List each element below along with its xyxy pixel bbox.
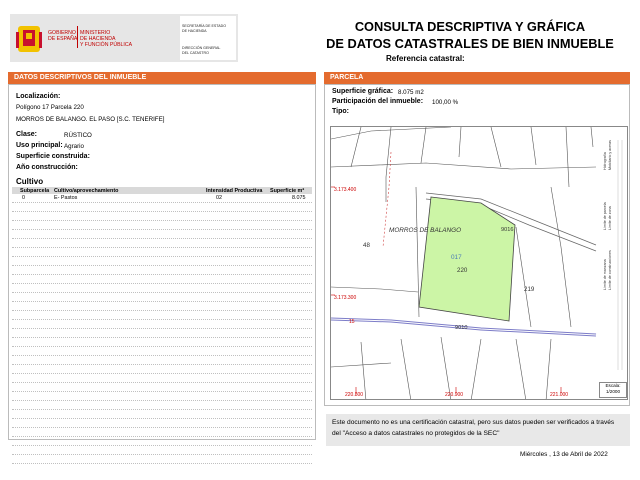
cell-superficie: 8.075	[292, 195, 306, 201]
legend-svg	[598, 130, 626, 380]
num-15-label: 15	[349, 319, 355, 325]
logo-divider	[77, 26, 78, 48]
parcel-220-shape[interactable]	[419, 197, 515, 321]
road-9010-label: 9010	[455, 325, 468, 331]
table-row-empty	[12, 275, 312, 284]
table-row-empty	[12, 266, 312, 275]
col-cultivo: Cultivo/aprovechamiento	[54, 188, 119, 194]
localizacion-line1: Polígono 17 Parcela 220	[16, 104, 84, 111]
parcel-number-label: 017	[451, 254, 462, 261]
clase-label: Clase:	[16, 131, 38, 138]
page-title-line1: CONSULTA DESCRIPTIVA Y GRÁFICA	[354, 19, 586, 34]
section-bar-inmueble	[8, 72, 316, 84]
superficie-grafica-label: Superficie gráfica:	[332, 88, 394, 95]
table-row-empty	[12, 212, 312, 221]
superficie-grafica-value: 8.075 m2	[398, 89, 424, 96]
table-row-empty	[12, 257, 312, 266]
coord-y1-label: 3.173.400	[334, 187, 357, 193]
legend-limite-parcela: Límite de parcela	[603, 202, 607, 230]
place-name-label: MORROS DE BALANGO	[389, 227, 462, 234]
parcel-48-label: 48	[363, 242, 370, 249]
table-row-empty	[12, 230, 312, 239]
table-row-empty	[12, 284, 312, 293]
ministerio-label: MINISTERIO DE HACIENDA Y FUNCIÓN PÚBLICA	[80, 30, 133, 48]
table-row-empty	[12, 203, 312, 212]
participacion-label: Participación del inmueble:	[332, 98, 424, 105]
tipo-label: Tipo:	[332, 108, 349, 115]
table-row-empty	[12, 311, 312, 320]
table-row-empty	[12, 365, 312, 374]
table-row-empty	[12, 437, 312, 446]
coord-y2-label: 3.173.300	[334, 295, 357, 301]
table-row-empty	[12, 419, 312, 428]
table-row-empty	[12, 410, 312, 419]
table-row-empty	[12, 446, 312, 455]
section-bar-parcela	[324, 72, 630, 84]
table-row-empty	[12, 293, 312, 302]
legend-mobiliario: Mobiliario y aceras	[608, 140, 612, 170]
section-bar-strong: INMUEBLE	[109, 74, 147, 81]
cultivo-title: Cultivo	[16, 177, 44, 186]
table-row	[12, 194, 312, 203]
coat-of-arms-icon	[14, 24, 44, 54]
table-row-empty	[12, 392, 312, 401]
col-subparcela: Subparcela	[20, 188, 50, 194]
clase-value: RÚSTICO	[64, 132, 92, 139]
legend-limite-manzana: Límite de manzana	[603, 259, 607, 290]
section-bar-prefix: DATOS DESCRIPTIVOS DEL	[14, 74, 110, 81]
table-row-empty	[12, 239, 312, 248]
coord-x1-label: 220.800	[345, 392, 364, 398]
direccion-label: DIRECCIÓN GENERAL DEL CATASTRO	[182, 46, 221, 55]
participacion-value: 100,00 %	[432, 99, 459, 106]
table-row-empty	[12, 383, 312, 392]
anio-construccion-label: Año construcción:	[16, 164, 78, 171]
table-row-empty	[12, 347, 312, 356]
parcel-main-label: 220	[457, 267, 468, 274]
coord-x2-label: 220.900	[445, 392, 464, 398]
table-row-empty	[12, 455, 312, 464]
table-header	[12, 187, 312, 194]
col-intensidad: Intensidad Productiva	[206, 188, 263, 194]
document-date: Miércoles , 13 de Abril de 2022	[520, 451, 608, 458]
road-9016-label: 9016	[501, 227, 514, 233]
legend-limite-construcciones: Límite de construcciones	[608, 250, 612, 290]
table-row-empty	[12, 248, 312, 257]
table-row-empty	[12, 320, 312, 329]
page-title-line2: DE DATOS CATASTRALES DE BIEN INMUEBLE	[326, 36, 614, 51]
localizacion-label: Localización:	[16, 93, 61, 100]
legend-limite-zona: Límite de zona	[608, 206, 612, 230]
table-row-empty	[12, 356, 312, 365]
gobierno-label: GOBIERNO DE ESPAÑA	[48, 30, 78, 42]
localizacion-line2: MORROS DE BALANGO. EL PASO [S.C. TENERIFE]	[16, 116, 165, 123]
cell-intensidad: 02	[216, 195, 222, 201]
table-row-empty	[12, 374, 312, 383]
cell-cultivo: E- Pastos	[54, 195, 78, 201]
table-row-empty	[12, 221, 312, 230]
table-row-empty	[12, 428, 312, 437]
superficie-construida-label: Superficie construida:	[16, 153, 90, 160]
cadastral-map[interactable]	[330, 126, 628, 400]
referencia-label: Referencia catastral:	[386, 54, 465, 63]
coord-x3-label: 221.000	[550, 392, 569, 398]
map-legend	[598, 130, 626, 380]
table-row-empty	[12, 338, 312, 347]
table-row-empty	[12, 329, 312, 338]
scale-box	[599, 382, 627, 398]
uso-value: Agrario	[64, 143, 84, 150]
secretaria-label: SECRETARÍA DE ESTADO DE HACIENDA	[182, 24, 226, 33]
col-superficie: Superficie m²	[270, 188, 305, 194]
disclaimer-note: Este documento no es una certificación catastral, pero sus datos pueden ser verificados a través del "Acceso a datos catastrales no protegidos de la SEC"	[326, 414, 630, 446]
parcel-219-label: 219	[524, 286, 535, 293]
scale-label: Escala:	[605, 383, 621, 388]
table-row-empty	[12, 302, 312, 311]
table-row-empty	[12, 401, 312, 410]
map-svg	[331, 127, 628, 400]
scale-value: 1/2000	[605, 389, 621, 394]
cell-subparcela: 0	[22, 195, 25, 201]
legend-hidrografia: Hidrografía	[603, 152, 607, 170]
cultivo-table	[12, 187, 312, 464]
uso-label: Uso principal:	[16, 142, 63, 149]
section-bar-parcela-label: PARCELA	[330, 74, 364, 81]
